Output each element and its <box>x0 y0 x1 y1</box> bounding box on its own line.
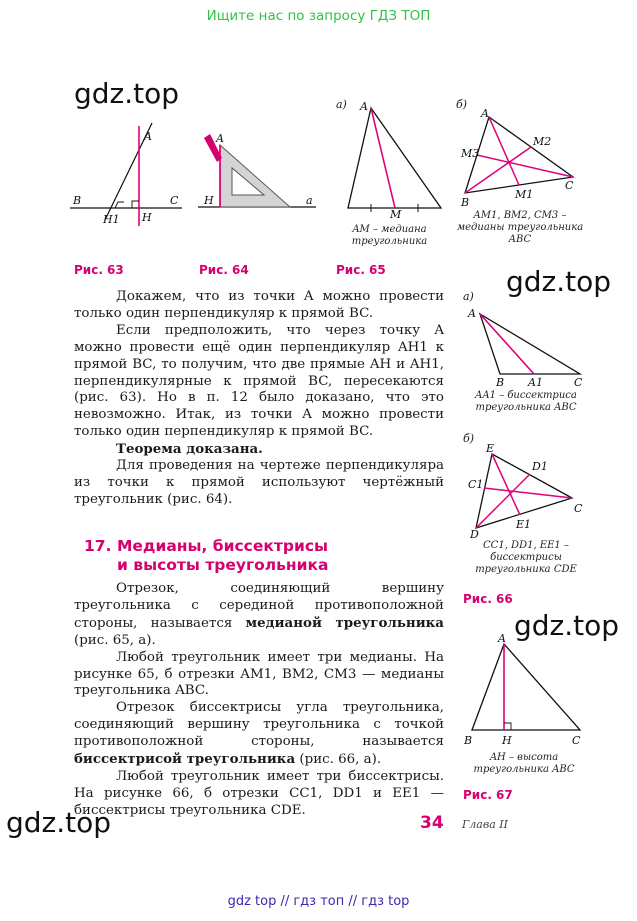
watermark: gdz.top <box>506 265 612 298</box>
section-text <box>74 581 444 820</box>
point-h-label: H <box>204 194 214 207</box>
right-angle-mark <box>504 723 511 730</box>
footer-links: gdz top // гдз топ // гдз top <box>227 894 410 909</box>
figure-65b <box>455 105 585 207</box>
point-c-label: C <box>565 179 574 192</box>
right-angle-mark <box>132 201 139 208</box>
page-number: 34 <box>420 813 444 833</box>
paragraph: Для проведения на чертеже перпендикуляра из точки к прямой используют чертёжный треугольник (рис. 64). <box>74 458 444 507</box>
point-h-label: H <box>502 734 512 747</box>
paragraph: Любой треугольник имеет три биссектрисы. На рисунке 66, б отрезки CC1, DD1 и EE1 — биссектрисы треугольника CDE. <box>74 768 444 818</box>
section-title-line2: и высоты треугольника <box>117 556 329 574</box>
watermark: gdz.top <box>74 77 180 110</box>
right-angle-mark-2 <box>115 202 124 208</box>
figure-64 <box>198 130 318 215</box>
point-a-label: A <box>481 107 489 120</box>
figure-65b-sublabel: б) <box>456 98 468 111</box>
figure-67 <box>460 630 585 748</box>
section-title-line1: Медианы, биссектрисы <box>117 537 329 555</box>
point-h-label: H <box>142 211 152 224</box>
line-a-label: a <box>306 194 313 207</box>
figure-65a-caption: AM – медиана треугольника <box>351 224 428 247</box>
point-a-label: A <box>144 130 152 143</box>
watermark: gdz.top <box>514 609 620 642</box>
theorem-proved: Теорема доказана. <box>116 441 263 458</box>
point-c-label: C <box>574 376 583 388</box>
point-m2-label: M2 <box>533 135 552 148</box>
figure-66a-sublabel: а) <box>463 290 474 303</box>
watermark: gdz.top <box>6 806 112 839</box>
point-b-label: B <box>73 194 82 207</box>
point-b-label: B <box>496 376 505 388</box>
drafting-triangle-icon <box>220 145 290 207</box>
figure-66-label: Рис. 66 <box>463 592 513 606</box>
point-c-label: C <box>572 734 581 747</box>
point-b-label: B <box>464 734 473 747</box>
point-a-label: A <box>498 632 506 645</box>
paragraph: Если предположить, что через точку A можно провести ещё один перпендикуляр AH1 к прямой BC, то получим, что две прямые AH и AH1, перпендикулярные к прямой BC, пересекаются (рис. 63). Но в п. 12 было доказано, что это невозможно. Итак, из точки A можно провести только один перпендикуляр к прямой BC. <box>74 322 444 440</box>
point-h1-label: H1 <box>103 213 120 226</box>
paragraph-median-definition: Отрезок, соединяющий вершину треугольника с серединой противоположной стороны, называется медианой треугольника (рис. 65, а). <box>74 581 444 648</box>
figure-63-label: Рис. 63 <box>74 263 124 277</box>
point-m-label: M <box>390 208 402 218</box>
bisector-cc1 <box>484 488 572 498</box>
chapter-label: Глава II <box>462 818 508 831</box>
point-b-label: B <box>461 196 470 207</box>
point-a-label: A <box>360 100 368 113</box>
figure-66a <box>462 302 592 388</box>
figure-66b-sublabel: б) <box>463 432 475 445</box>
point-m1-label: M1 <box>515 188 534 201</box>
figure-67-caption: AH – высота треугольника ABC <box>473 752 575 775</box>
point-c-label: C <box>170 194 179 207</box>
figure-65-label: Рис. 65 <box>336 263 386 277</box>
point-a-label: A <box>468 307 476 320</box>
point-a-label: A <box>216 132 224 145</box>
bisector-aa1 <box>480 314 534 374</box>
search-banner: Ищите нас по запросу ГДЗ ТОП <box>206 8 431 24</box>
figure-65a <box>345 100 445 218</box>
median-am <box>371 108 395 208</box>
point-c-label: C <box>574 502 583 515</box>
figure-63 <box>70 118 185 228</box>
bisector-ee1 <box>492 454 520 515</box>
paragraph: Докажем, что из точки A можно провести только один перпендикуляр к прямой BC. <box>74 289 444 321</box>
section-number: 17. <box>84 537 112 555</box>
paragraph-bisector-definition: Отрезок биссектрисы угла треугольника, соединяющий вершину треугольника с точкой противоположной стороны, называется биссектрисой треугольника (рис. 66, а). <box>74 700 444 768</box>
point-e1-label: E1 <box>516 518 532 531</box>
point-d1-label: D1 <box>532 460 548 473</box>
proof-text <box>74 289 444 509</box>
paragraph: Любой треугольник имеет три медианы. На рисунке 65, б отрезки AM1, BM2, CM3 — медианы треугольника ABC. <box>74 649 444 699</box>
figure-65b-caption: AM1, BM2, CM3 – медианы треугольника ABC <box>456 210 584 245</box>
figure-66b-caption: CC1, DD1, EE1 – биссектрисы треугольника CDE <box>475 540 577 575</box>
point-e-label: E <box>486 442 495 455</box>
figure-67-label: Рис. 67 <box>463 788 513 802</box>
figure-65a-sublabel: а) <box>336 98 347 111</box>
point-m3-label: M3 <box>461 147 480 160</box>
figure-64-label: Рис. 64 <box>199 263 249 277</box>
point-d-label: D <box>470 528 479 540</box>
figure-66b <box>462 440 592 540</box>
point-c1-label: C1 <box>468 478 484 491</box>
point-a1-label: A1 <box>528 376 543 388</box>
figure-66a-caption: AA1 – биссектриса треугольника ABC <box>475 390 577 413</box>
